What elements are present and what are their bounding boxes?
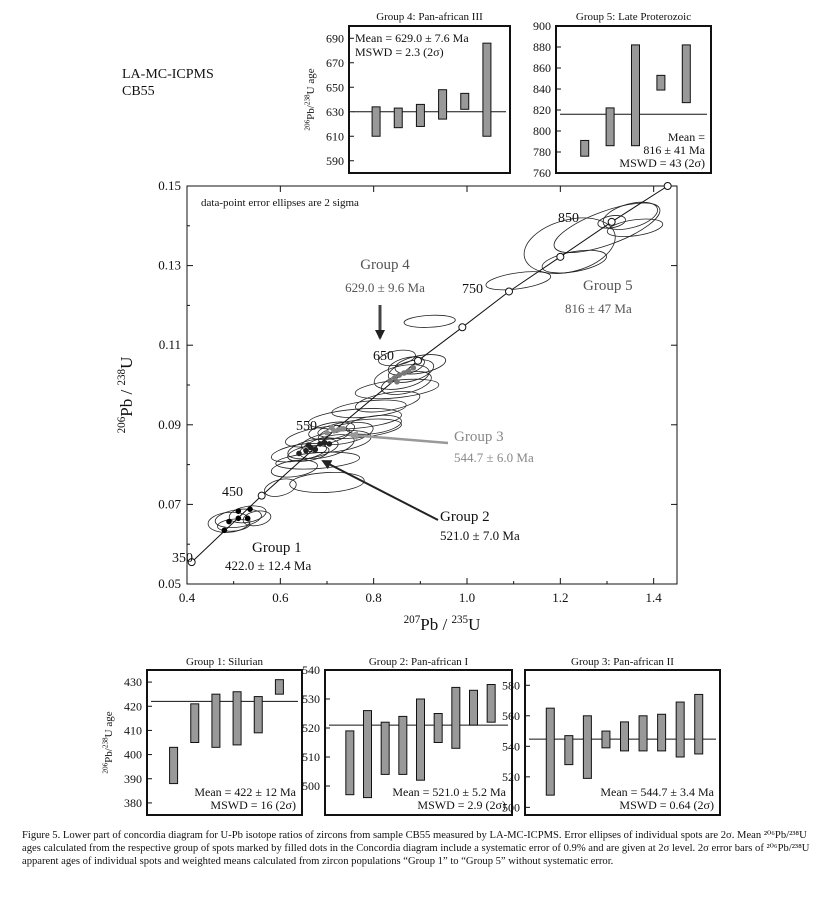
concordia-age-marker <box>664 183 671 190</box>
group2-arrow <box>323 461 438 520</box>
group5-y-tick-label: 760 <box>533 166 551 180</box>
concordia-age-label: 850 <box>558 211 579 226</box>
concordia-y-tick-label: 0.11 <box>158 337 181 353</box>
group5-y-tick-label: 800 <box>533 124 551 138</box>
group4-error-bar <box>461 93 469 109</box>
concordia-age-marker <box>557 253 564 260</box>
group-annotation-age: 521.0 ± 7.0 Ma <box>440 528 520 543</box>
group1-error-bar <box>233 692 241 745</box>
group-dot <box>296 451 302 457</box>
group1-stat-line: MSWD = 16 (2σ) <box>210 798 296 812</box>
group2-error-bar <box>470 690 478 725</box>
group1-y-axis-label: $^{206}$Pb/$^{238}$U age <box>101 711 115 774</box>
group5-error-bar <box>682 45 690 103</box>
group-dot <box>329 425 335 431</box>
concordia-age-marker <box>258 492 265 499</box>
group1-y-tick-label: 400 <box>124 747 142 762</box>
concordia-y-tick-label: 0.15 <box>158 178 181 193</box>
group3-y-tick-label: 580 <box>502 678 520 693</box>
group-dot <box>306 442 312 448</box>
concordia-age-label: 650 <box>373 349 394 364</box>
group2-y-tick-label: 530 <box>302 692 320 706</box>
error-ellipse <box>308 405 403 432</box>
group3-y-tick-label: 520 <box>502 769 520 784</box>
group-dot <box>341 426 347 432</box>
group1-y-tick-label: 390 <box>124 771 142 786</box>
group-dot <box>303 448 309 454</box>
concordia-age-marker <box>459 324 466 331</box>
group5-y-tick-label: 820 <box>533 103 551 117</box>
group-annotation-name: Group 1 <box>252 540 302 556</box>
figure-caption: Figure 5. Lower part of concordia diagram for U-Pb isotope ratios of zircons from sample CB55 measured by LA-MC-ICPMS. Error ellipses of individual spots are 2σ. Mean ²⁰⁶Pb/²³⁸U ages calculated from the respective group of spots marked by filled dots in the Concordia diagram include a systematic error of 0.9% and are given at 2σ level. 2σ error bars of ²⁰⁶Pb/²³⁸U apparent ages of individual spots and weighted means calculated from zircon populations “Group 1” to “Group 5” without systematic error. <box>22 830 810 867</box>
group2-y-tick-label: 540 <box>302 663 320 677</box>
concordia-x-tick-label: 1.2 <box>552 590 569 605</box>
group2-error-bar <box>346 731 354 795</box>
concordia-x-tick-label: 1.4 <box>645 590 662 605</box>
group4-y-tick-label: 610 <box>326 129 344 144</box>
group4-y-axis-label: $^{206}$Pb/$^{238}$U age <box>303 68 317 131</box>
concordia-y-tick-label: 0.05 <box>158 576 181 591</box>
concordia-y-tick-label: 0.13 <box>158 257 181 273</box>
concordia-age-marker <box>415 357 422 364</box>
concordia-age-label: 350 <box>172 551 193 566</box>
group5-title: Group 5: Late Proterozoic <box>575 11 692 23</box>
group3-arrow <box>350 435 448 443</box>
group-dot <box>387 378 393 384</box>
group-dot <box>322 440 328 446</box>
group-annotation-name: Group 4 <box>360 257 410 273</box>
group1-y-tick-label: 420 <box>124 699 142 714</box>
group5-y-tick-label: 860 <box>533 61 551 75</box>
group-dot <box>406 368 412 374</box>
concordia-age-label: 750 <box>462 282 483 297</box>
group1-y-tick-label: 430 <box>124 675 142 690</box>
group4-error-bar <box>372 107 380 136</box>
group4-title: Group 4: Pan-african III <box>376 11 483 23</box>
group3-y-tick-label: 560 <box>502 708 520 723</box>
group4-error-bar <box>439 90 447 119</box>
group-dot <box>336 427 342 433</box>
concordia-x-axis-label: $^{207}$Pb / $^{235}$U <box>403 614 481 634</box>
group5-stat-line: 816 ± 41 Ma <box>643 143 705 157</box>
group5-error-bar <box>606 108 614 146</box>
group-dot <box>324 430 330 436</box>
group3-error-bar <box>546 708 554 795</box>
group2-error-bar <box>399 716 407 774</box>
group5-stat-line: Mean = <box>667 130 705 144</box>
error-ellipse <box>289 471 365 495</box>
concordia-plot-frame <box>187 186 677 584</box>
group1-error-bar <box>212 694 220 747</box>
group-annotation-age: 544.7 ± 6.0 Ma <box>454 450 534 465</box>
group-dot <box>226 519 232 525</box>
group2-error-bar <box>417 699 425 780</box>
group4-y-tick-label: 650 <box>326 80 344 95</box>
group5-error-bar <box>632 45 640 146</box>
group-dot <box>313 447 319 453</box>
group3-error-bar <box>565 736 573 765</box>
group1-y-tick-label: 380 <box>124 795 142 810</box>
group1-error-bar <box>254 697 262 733</box>
group4-error-bar <box>416 104 424 126</box>
group4-y-tick-label: 630 <box>326 104 344 119</box>
group4-stat-line: MSWD = 2.3 (2σ) <box>355 45 444 59</box>
group1-stat-line: Mean = 422 ± 12 Ma <box>194 785 296 799</box>
concordia-y-tick-label: 0.07 <box>158 496 181 512</box>
concordia-y-axis-label: $^{206}$Pb / $^{238}$U <box>116 356 136 434</box>
group-annotation-age: 816 ± 47 Ma <box>565 301 632 316</box>
group2-y-tick-label: 510 <box>302 750 320 764</box>
concordia-age-label: 550 <box>296 419 317 434</box>
concordia-x-tick-label: 0.4 <box>178 590 196 605</box>
group1-title: Group 1: Silurian <box>186 656 263 668</box>
group5-error-bar <box>657 75 665 90</box>
group2-error-bar <box>381 722 389 774</box>
concordia-y-tick-label: 0.09 <box>158 416 181 432</box>
group-annotation-age: 629.0 ± 9.6 Ma <box>345 280 425 295</box>
group-dot <box>247 506 253 512</box>
method-label: LA-MC-ICPMS <box>122 67 214 82</box>
group-dot <box>394 379 400 385</box>
group3-error-bar <box>583 716 591 779</box>
group5-stat-line: MSWD = 43 (2σ) <box>619 156 705 170</box>
concordia-age-marker <box>506 288 513 295</box>
group3-title: Group 3: Pan-african II <box>571 656 674 668</box>
group-dot <box>236 516 242 522</box>
group-annotation-name: Group 5 <box>583 278 633 294</box>
group1-error-bar <box>191 704 199 743</box>
group-dot <box>236 508 242 514</box>
group3-error-bar <box>621 722 629 751</box>
concordia-x-tick-label: 1.0 <box>458 590 476 605</box>
group-dot <box>222 527 228 533</box>
group3-error-bar <box>676 702 684 757</box>
group4-y-tick-label: 690 <box>326 31 344 46</box>
sample-label: CB55 <box>122 84 155 99</box>
group-dot <box>317 441 323 447</box>
concordia-x-tick-label: 0.8 <box>365 590 382 605</box>
concordia-age-marker <box>608 218 615 225</box>
concordia-x-tick-label: 0.6 <box>272 590 289 605</box>
group2-error-bar <box>434 714 442 743</box>
group5-y-tick-label: 880 <box>533 40 551 54</box>
group1-error-bar <box>170 747 178 783</box>
group2-error-bar <box>487 685 495 723</box>
group-dot <box>327 441 333 447</box>
group5-y-tick-label: 900 <box>533 19 551 33</box>
group2-y-tick-label: 500 <box>302 779 320 793</box>
group-annotation-name: Group 3 <box>454 429 504 445</box>
group2-stat-line: MSWD = 2.9 (2σ) <box>417 798 506 812</box>
group3-stat-line: MSWD = 0.64 (2σ) <box>619 798 714 812</box>
group3-y-tick-label: 540 <box>502 739 520 754</box>
concordia-age-label: 450 <box>222 485 243 500</box>
group3-stat-line: Mean = 544.7 ± 3.4 Ma <box>600 785 714 799</box>
group2-error-bar <box>452 687 460 748</box>
group4-error-bar <box>394 108 402 128</box>
error-ellipse <box>404 314 456 329</box>
group3-error-bar <box>602 731 610 748</box>
group-dot <box>245 516 251 522</box>
group2-error-bar <box>364 711 372 798</box>
group3-error-bar <box>695 694 703 754</box>
group3-error-bar <box>658 714 666 751</box>
group4-y-tick-label: 670 <box>326 55 344 70</box>
group4-stat-line: Mean = 629.0 ± 7.6 Ma <box>355 31 469 45</box>
group1-y-tick-label: 410 <box>124 723 142 738</box>
group5-y-tick-label: 780 <box>533 145 551 159</box>
group1-error-bar <box>275 680 283 695</box>
error-ellipse <box>549 193 666 263</box>
group-annotation-name: Group 2 <box>440 509 490 525</box>
group-annotation-age: 422.0 ± 12.4 Ma <box>225 558 312 573</box>
group2-stat-line: Mean = 521.0 ± 5.2 Ma <box>392 785 506 799</box>
group3-error-bar <box>639 716 647 751</box>
group2-y-tick-label: 520 <box>302 721 320 735</box>
group3-y-tick-label: 500 <box>502 800 520 815</box>
group-dot <box>411 365 417 371</box>
group4-error-bar <box>483 43 491 136</box>
group2-title: Group 2: Pan-african I <box>368 656 469 668</box>
group4-y-tick-label: 590 <box>326 153 344 168</box>
group5-error-bar <box>581 140 589 156</box>
group5-y-tick-label: 840 <box>533 82 551 96</box>
ellipse-note: data-point error ellipses are 2 sigma <box>201 197 359 209</box>
